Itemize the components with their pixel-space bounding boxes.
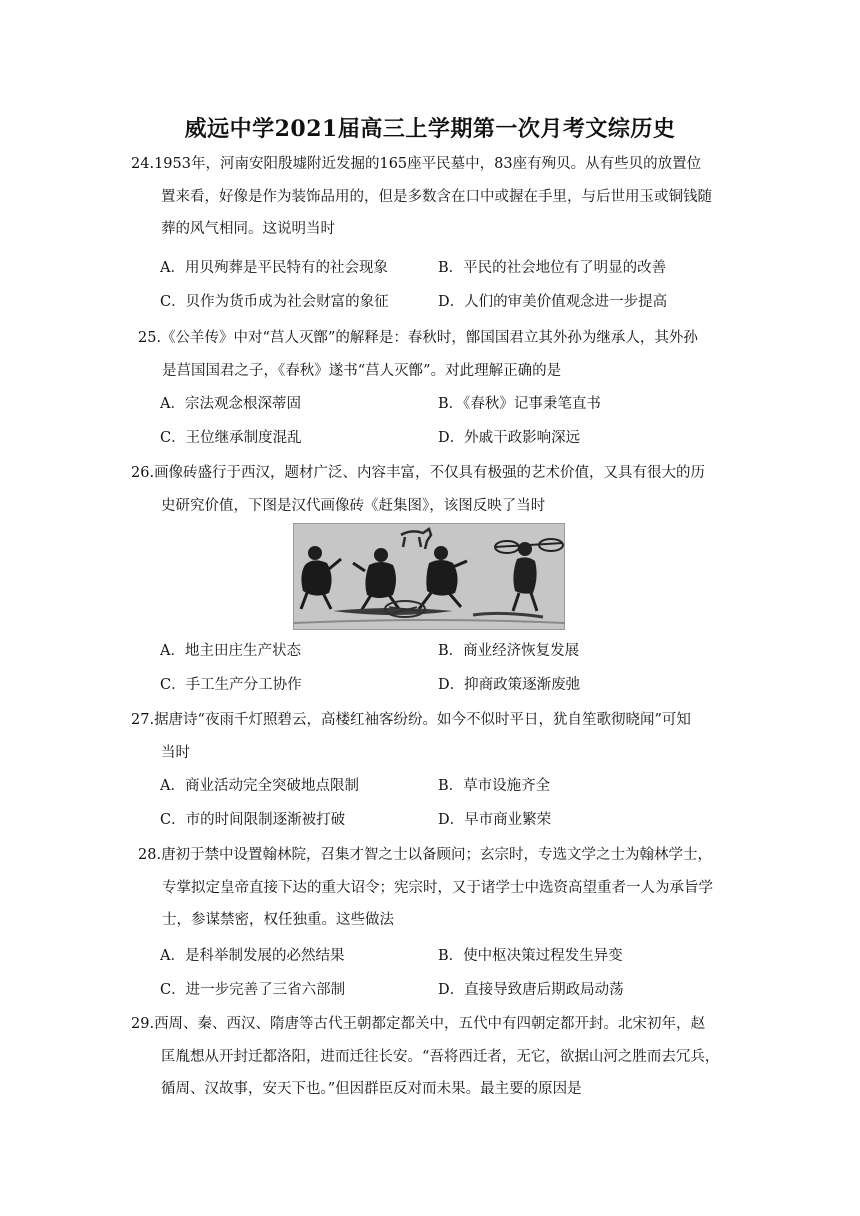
options-24 [160,251,740,319]
question-number: 27. [131,712,155,728]
question-text: 《公羊传》中对“莒人灭鄫”的解释是：春秋时，鄫国国君立其外孙为继承人，其外孙 [161,330,698,346]
question-text-line: 史研究价值，下图是汉代画像砖《赶集图》，该图反映了当时 [161,497,546,514]
options-26 [160,634,740,702]
question-text-line: 专掌拟定皇帝直接下达的重大诏令；宪宗时，又于诸学士中选资高望重者一人为承旨学 [162,879,713,896]
question-24 [131,148,743,246]
question-text-line [138,322,750,355]
option-c: C．进一步完善了三省六部制 [160,982,346,998]
question-text-line: 置来看，好像是作为装饰品用的，但是多数含在口中或握在手里，与后世用玉或铜钱随 [161,188,712,205]
question-text: 西周、秦、西汉、隋唐等古代王朝都定都关中，五代中有四朝定都开封。北宋初年，赵 [154,1016,706,1032]
question-text-line: 葬的风气相同。这说明当时 [161,221,335,237]
question-text-line: 匡胤想从开封迁都洛阳，进而迁往长安。“吾将西迁者，无它，欲据山河之胜而去冗兵， [161,1048,720,1065]
option-a: A．用贝殉葬是平民特有的社会现象 [160,260,388,276]
option-b: B．平民的社会地位有了明显的改善 [438,260,667,276]
option-d: D．直接导致唐后期政局动荡 [438,982,624,998]
option-c: C．手工生产分工协作 [160,677,302,693]
question-text-line [131,148,743,181]
question-28 [138,839,750,937]
question-27 [131,704,743,769]
options-28 [160,939,740,1007]
question-text-line: 循周、汉故事，安天下也。”但因群臣反对而未果。最主要的原因是 [161,1081,582,1097]
option-b: B．草市设施齐全 [438,778,551,794]
question-text-line [131,704,743,737]
han-brick-relief-image [293,523,565,630]
question-text-line: 当时 [161,744,190,761]
question-25 [138,322,750,387]
options-27 [160,769,740,837]
question-text: 据唐诗“夜雨千灯照碧云，高楼红袖客纷纷。如今不似时平日，犹自笙歌彻晓闻”可知 [154,712,691,728]
option-c: C．市的时间限制逐渐被打破 [160,812,346,828]
question-text-line [131,1008,743,1041]
option-d: D．抑商政策逐渐废弛 [438,677,581,693]
option-b: B．使中枢决策过程发生异变 [438,948,623,964]
question-text-line [138,839,750,872]
option-c: C．贝作为货币成为社会财富的象征 [160,294,389,310]
option-b: B．《春秋》记事秉笔直书 [438,396,601,412]
option-a: A．地主田庄生产状态 [160,643,301,659]
option-d: D．人们的审美价值观念进一步提高 [438,294,668,310]
option-a: A．商业活动完全突破地点限制 [160,778,359,794]
question-number: 26. [131,465,155,481]
brick-relief-drawing [293,523,565,630]
option-a: A．宗法观念根深蒂固 [160,396,301,412]
question-text-line: 士，参谋禁密，权任独重。这些做法 [162,912,394,928]
question-text: 1953年，河南安阳殷墟附近发掘的165座平民墓中，83座有殉贝。从有些贝的放置位 [154,156,702,172]
page-title: 威远中学2021届高三上学期第一次月考文综历史 [184,116,676,142]
options-25 [160,387,740,455]
option-d: D．外戚干政影响深远 [438,430,581,446]
question-29 [131,1008,743,1106]
question-number: 28. [138,847,162,863]
option-b: B．商业经济恢复发展 [438,643,580,659]
question-26 [131,457,743,522]
question-text-line [131,457,743,490]
question-text: 唐初于禁中设置翰林院，召集才智之士以备顾问；玄宗时，专选文学之士为翰林学士， [161,847,713,863]
question-number: 29. [131,1016,155,1032]
question-text-line: 是莒国国君之子，《春秋》遂书“莒人灭鄫”。对此理解正确的是 [162,362,562,379]
question-number: 24. [131,156,155,172]
option-a: A．是科举制发展的必然结果 [160,948,345,964]
option-d: D．早市商业繁荣 [438,812,552,828]
question-number: 25. [138,330,162,346]
option-c: C．王位继承制度混乱 [160,430,302,446]
question-text: 画像砖盛行于西汉，题材广泛、内容丰富，不仅具有极强的艺术价值，又具有很大的历 [154,465,706,481]
